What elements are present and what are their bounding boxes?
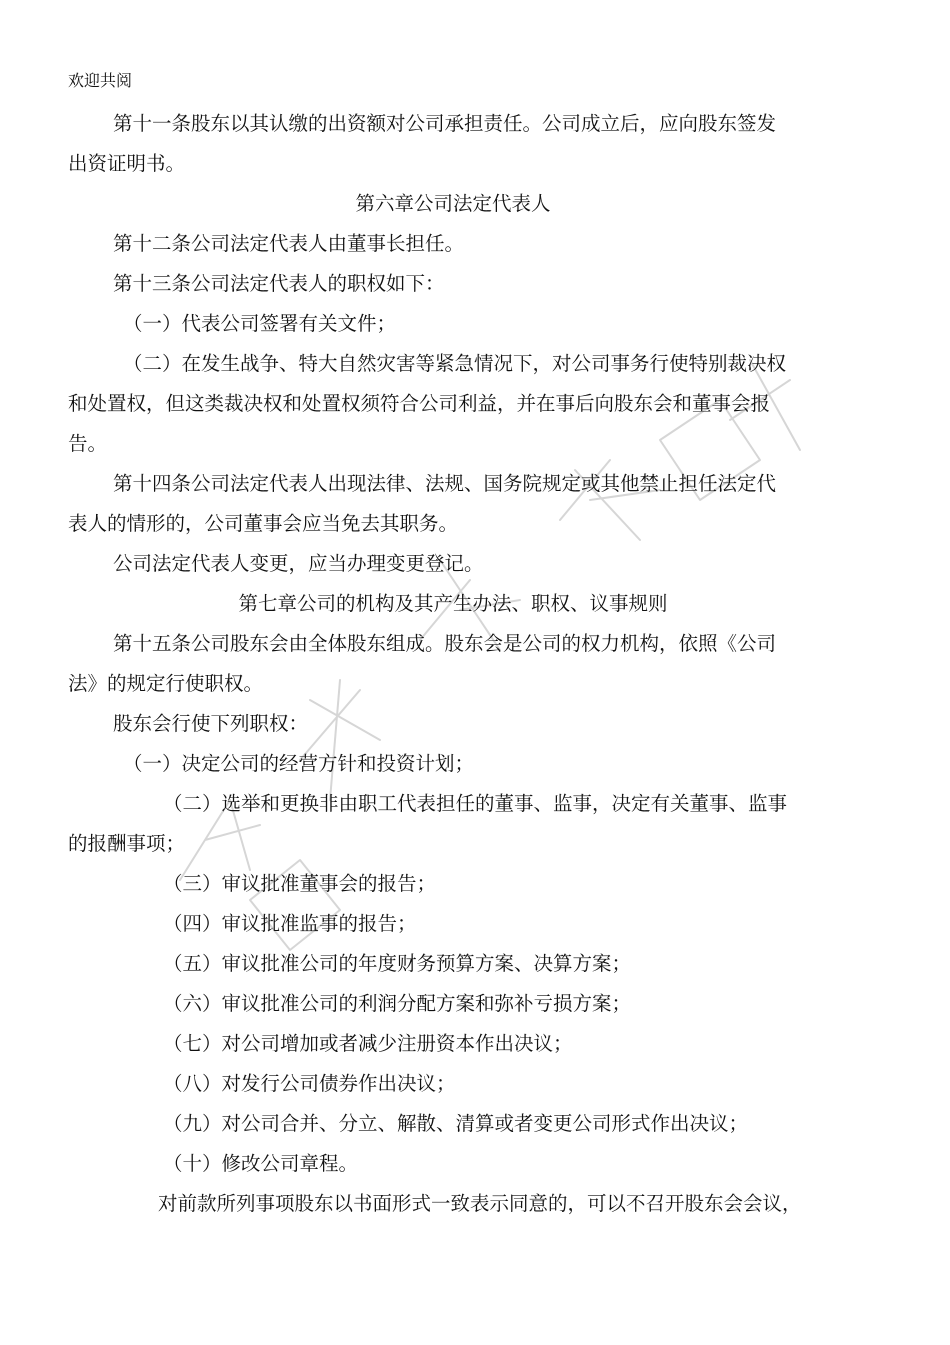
paragraph-line: 第十一条股东以其认缴的出资额对公司承担责任。公司成立后，应向股东签发 (113, 112, 777, 135)
chapter-heading: 第六章公司法定代表人 (355, 192, 551, 215)
paragraph-line: 第十二条公司法定代表人由董事长担任。 (113, 232, 465, 255)
paragraph-line: 对前款所列事项股东以书面形式一致表示同意的，可以不召开股东会会议， (158, 1192, 802, 1215)
list-item: （九）对公司合并、分立、解散、清算或者变更公司形式作出决议； (163, 1112, 749, 1135)
paragraph-line: 股东会行使下列职权： (113, 712, 309, 735)
paragraph-line: 公司法定代表人变更，应当办理变更登记。 (113, 552, 484, 575)
paragraph-line: 和处置权，但这类裁决权和处置权须符合公司利益，并在事后向股东会和董事会报 (68, 392, 771, 415)
paragraph-line: 表人的情形的，公司董事会应当免去其职务。 (68, 512, 459, 535)
paragraph-line: 第十三条公司法定代表人的职权如下： (113, 272, 445, 295)
paragraph-line: 出资证明书。 (68, 152, 186, 175)
page-header: 欢迎共阅 (68, 71, 133, 90)
list-item: （六）审议批准公司的利润分配方案和弥补亏损方案； (163, 992, 632, 1015)
paragraph-line: 告。 (68, 432, 108, 455)
document-body (68, 104, 838, 1224)
paragraph-line: 第十四条公司法定代表人出现法律、法规、国务院规定或其他禁止担任法定代 (113, 472, 777, 495)
paragraph-line: 的报酬事项； (68, 832, 186, 855)
list-item: （二）在发生战争、特大自然灾害等紧急情况下，对公司事务行使特别裁决权 (123, 352, 787, 375)
list-item: （五）审议批准公司的年度财务预算方案、决算方案； (163, 952, 632, 975)
list-item: （三）审议批准董事会的报告； (163, 872, 437, 895)
paragraph-line: 第十五条公司股东会由全体股东组成。股东会是公司的权力机构，依照《公司 (113, 632, 777, 655)
list-item: （八）对发行公司债券作出决议； (163, 1072, 456, 1095)
list-item: （一）决定公司的经营方针和投资计划； (123, 752, 475, 775)
list-item: （四）审议批准监事的报告； (163, 912, 417, 935)
paragraph-line: 法》的规定行使职权。 (68, 672, 264, 695)
list-item: （二）选举和更换非由职工代表担任的董事、监事，决定有关董事、监事 (163, 792, 788, 815)
list-item: （七）对公司增加或者减少注册资本作出决议； (163, 1032, 573, 1055)
list-item: （十）修改公司章程。 (163, 1152, 359, 1175)
chapter-heading: 第七章公司的机构及其产生办法、职权、议事规则 (238, 592, 668, 615)
list-item: （一）代表公司签署有关文件； (123, 312, 397, 335)
